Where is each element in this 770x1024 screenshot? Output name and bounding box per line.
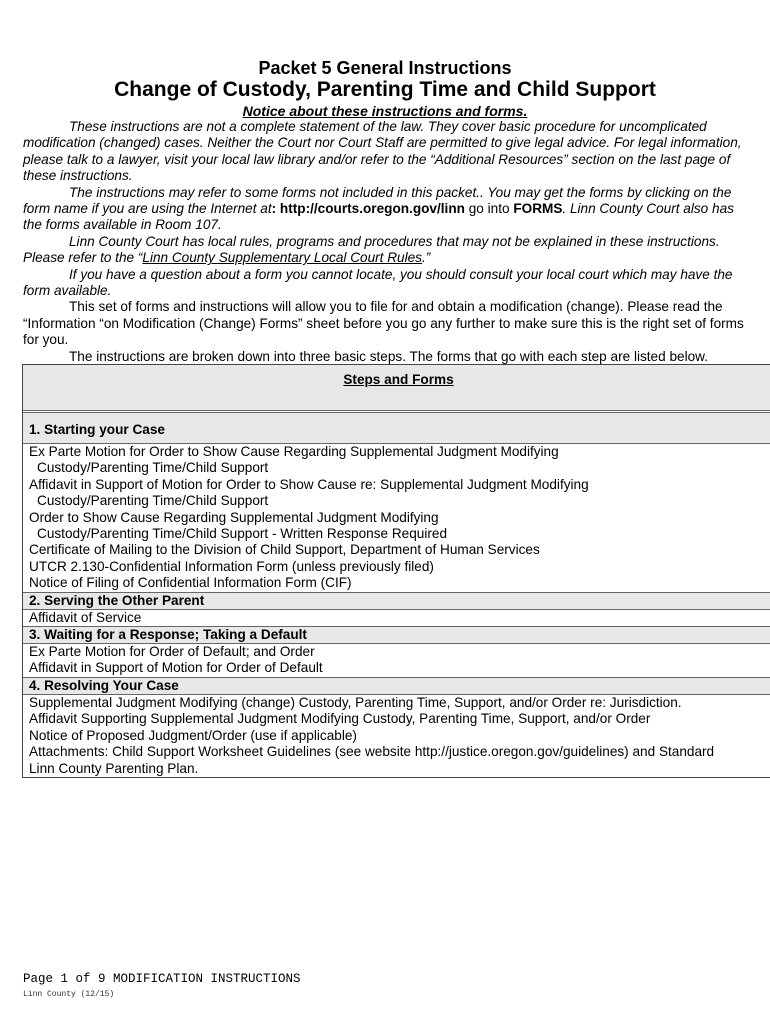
step-4-title: 4. Resolving Your Case (23, 677, 770, 695)
intro-section (23, 119, 753, 365)
p2-colon: : (271, 201, 277, 217)
form-item: Ex Parte Motion for Order of Default; and Order (29, 644, 315, 660)
intro-paragraph-2 (23, 185, 753, 234)
forms-label: FORMS (513, 201, 563, 217)
form-item: Supplemental Judgment Modifying (change) Custody, Parenting Time, Support, and/or Order re: Jurisdiction. (29, 694, 682, 710)
packet-title: Packet 5 General Instructions (258, 58, 512, 78)
form-item: Custody/Parenting Time/Child Support (37, 460, 269, 476)
form-item: Custody/Parenting Time/Child Support - Written Response Required (37, 526, 448, 542)
steps-and-forms-table (22, 364, 770, 778)
form-item: Order to Show Cause Regarding Supplemental Judgment Modifying (29, 509, 439, 525)
notice-heading: Notice about these instructions and forms. (242, 103, 528, 119)
step-4-forms (23, 695, 770, 777)
county-footer: Linn County (12/15) (23, 990, 115, 999)
step-3-forms (23, 644, 770, 677)
intro-paragraph-5: This set of forms and instructions will allow you to file for and obtain a modification (change). Please read the “Information “on Modification (Change) Forms” sheet before you go any further to make sure this is the right set of forms for you. (23, 299, 744, 348)
intro-paragraph-4: If you have a question about a form you cannot locate, you should consult your local court which may have the form available. (23, 266, 733, 299)
steps-table-header (23, 365, 770, 411)
p2-go-into: go into (464, 201, 514, 217)
form-item: Attachments: Child Support Worksheet Guidelines (see website http://justice.oregon.gov/guidelines) and Standard (29, 744, 715, 760)
form-item: Custody/Parenting Time/Child Support (37, 493, 269, 509)
form-item: Affidavit in Support of Motion for Order to Show Cause re: Supplemental Judgment Modifying (29, 476, 589, 492)
page-footer: Page 1 of 9 MODIFICATION INSTRUCTIONS (23, 972, 301, 986)
p2-text: The instructions may refer to some forms not included in this packet.. You may get the forms by clicking on the form name if you are using the Internet at (23, 184, 732, 217)
step-2-forms (23, 610, 770, 626)
form-item: Notice of Proposed Judgment/Order (use if applicable) (29, 727, 357, 743)
step-1-title: 1. Starting your Case (23, 412, 770, 444)
step-1-forms (23, 444, 770, 592)
steps-heading: Steps and Forms (343, 372, 454, 387)
document-title: Change of Custody, Parenting Time and Child Support (114, 78, 656, 101)
form-item: Linn County Parenting Plan. (29, 760, 199, 776)
form-item: UTCR 2.130-Confidential Information Form (unless previously filed) (29, 558, 434, 574)
intro-paragraph-6: The instructions are broken down into three basic steps. The forms that go with each step are listed below. (69, 348, 708, 364)
form-item: Ex Parte Motion for Order to Show Cause Regarding Supplemental Judgment Modifying (29, 444, 559, 459)
p3-text-end: .” (421, 250, 431, 266)
form-item: Notice of Filing of Confidential Information Form (CIF) (29, 575, 352, 591)
p3-text: Linn County Court has local rules, programs and procedures that may not be explained in these instructions. Please refer to the “ (23, 233, 720, 266)
intro-paragraph-3 (23, 234, 753, 267)
courts-url-link[interactable]: http://courts.oregon.gov/linn (276, 201, 465, 217)
p2-text-end: . Linn County Court also has the forms available in Room 107. (23, 201, 734, 233)
form-item: Certificate of Mailing to the Division of Child Support, Department of Human Services (29, 542, 540, 558)
form-item: Affidavit in Support of Motion for Order of Default (29, 660, 323, 676)
local-rules-link[interactable]: Linn County Supplementary Local Court Rules (142, 250, 422, 266)
step-2-title: 2. Serving the Other Parent (23, 592, 770, 610)
intro-paragraph-1: These instructions are not a complete statement of the law. They cover basic procedure for uncomplicated modification (changed) cases. Neither the Court nor Court Staff are permitted to give legal advice. For legal information, please talk to a lawyer, visit your local law library and/or refer to the “Additional Resources” section on the last page of these instructions. (23, 119, 742, 184)
form-item: Affidavit of Service (29, 609, 142, 625)
form-item: Affidavit Supporting Supplemental Judgment Modifying Custody, Parenting Time, Support, and/or Order (29, 711, 651, 727)
step-3-title: 3. Waiting for a Response; Taking a Default (23, 626, 770, 644)
